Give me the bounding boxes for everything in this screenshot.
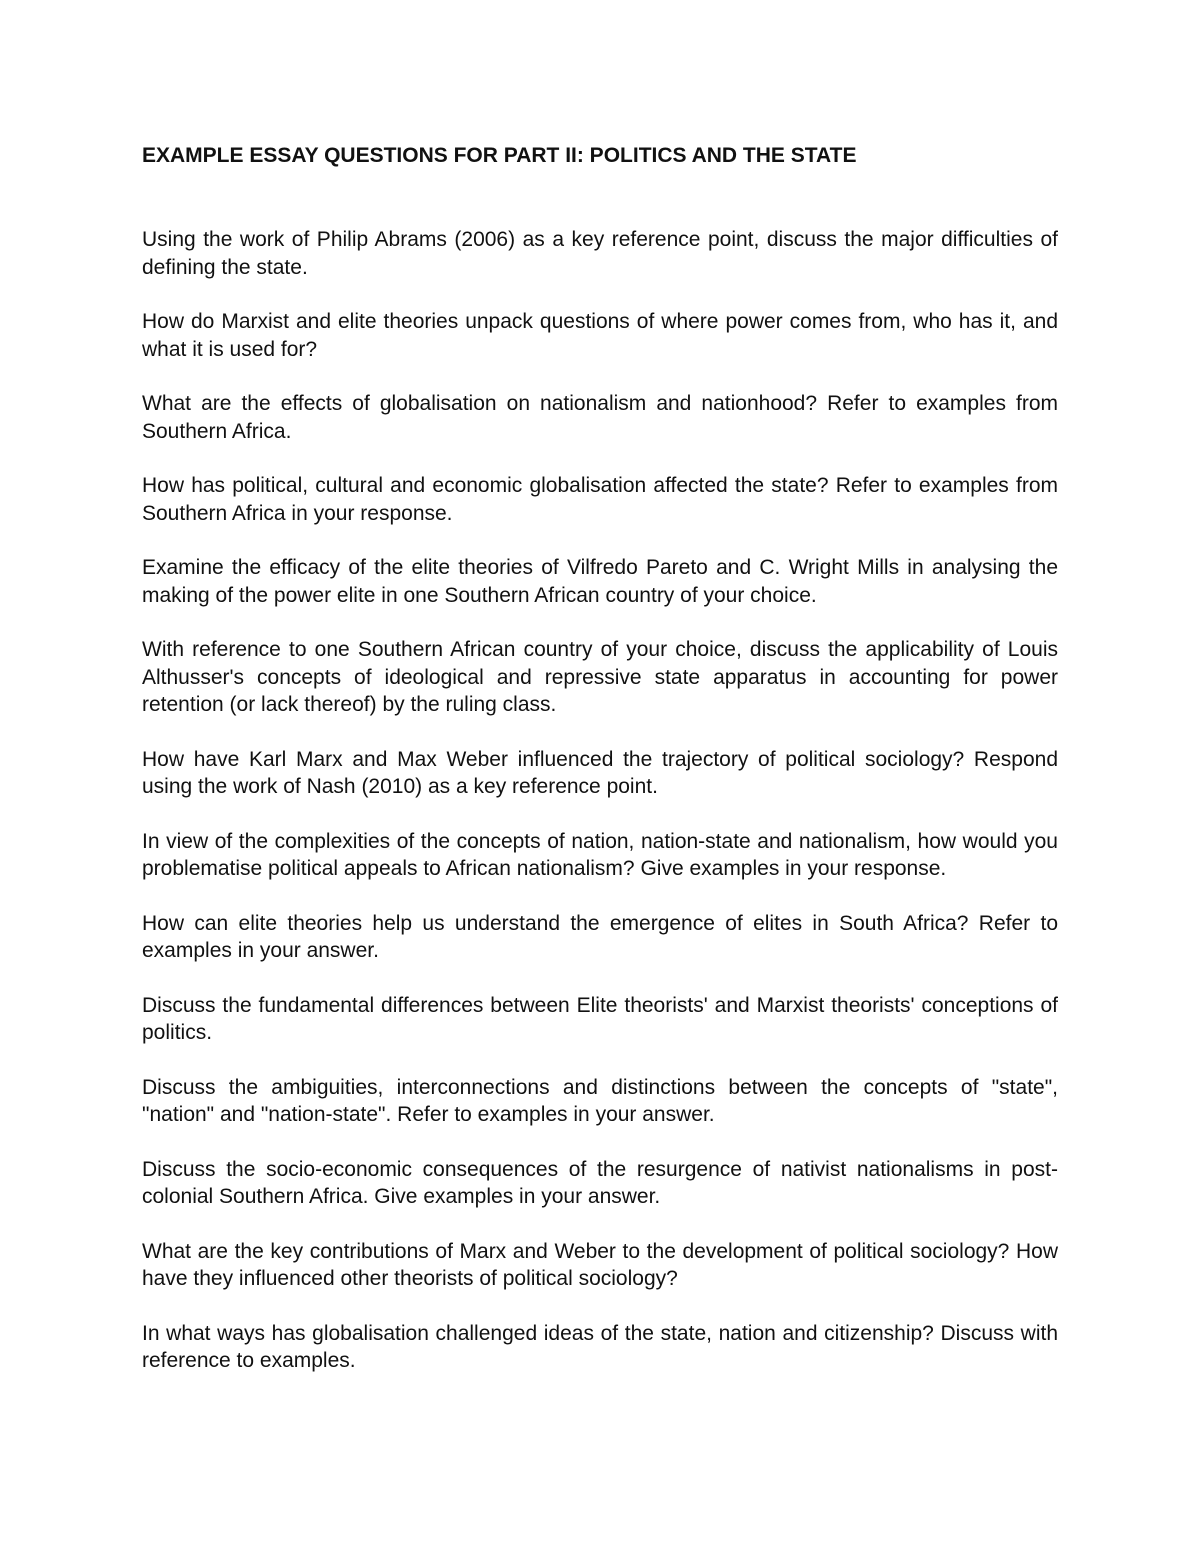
- essay-question-11: Discuss the ambiguities, interconnections and distinctions between the concepts of "state", "nation" and "nation-state". Refer to examples in your answer.: [142, 1075, 1058, 1126]
- document-page: [142, 140, 1058, 1402]
- essay-question-13: What are the key contributions of Marx and Weber to the development of political sociology? How have they influenced other theorists of political sociology?: [142, 1239, 1058, 1290]
- essay-question-12: Discuss the socio-economic consequences of the resurgence of nativist nationalisms in post-colonial Southern Africa. Give examples in your answer.: [142, 1157, 1058, 1208]
- essay-question-7: How have Karl Marx and Max Weber influenced the trajectory of political sociology? Respond using the work of Nash (2010) as a key reference point.: [142, 747, 1058, 798]
- essay-question-9: How can elite theories help us understand the emergence of elites in South Africa? Refer to examples in your answer.: [142, 911, 1058, 962]
- essay-question-8: In view of the complexities of the concepts of nation, nation-state and nationalism, how would you problematise political appeals to African nationalism? Give examples in your response.: [142, 829, 1058, 880]
- essay-question-14: In what ways has globalisation challenged ideas of the state, nation and citizenship? Discuss with reference to examples.: [142, 1321, 1058, 1372]
- essay-question-1: Using the work of Philip Abrams (2006) as a key reference point, discuss the major difficulties of defining the state.: [142, 228, 1058, 279]
- essay-question-3: What are the effects of globalisation on nationalism and nationhood? Refer to examples from Southern Africa.: [142, 392, 1058, 443]
- document-title: EXAMPLE ESSAY QUESTIONS FOR PART II: POLITICS AND THE STATE: [142, 144, 857, 167]
- essay-question-10: Discuss the fundamental differences between Elite theorists' and Marxist theorists' conceptions of politics.: [142, 993, 1058, 1044]
- essay-question-6: With reference to one Southern African country of your choice, discuss the applicability of Louis Althusser's concepts of ideological and repressive state apparatus in accounting for power retention (or lack thereof) by the ruling class.: [142, 638, 1058, 716]
- essay-question-5: Examine the efficacy of the elite theories of Vilfredo Pareto and C. Wright Mills in analysing the making of the power elite in one Southern African country of your choice.: [142, 556, 1058, 607]
- essay-question-4: How has political, cultural and economic globalisation affected the state? Refer to examples from Southern Africa in your response.: [142, 474, 1058, 525]
- essay-question-2: How do Marxist and elite theories unpack questions of where power comes from, who has it, and what it is used for?: [142, 310, 1058, 361]
